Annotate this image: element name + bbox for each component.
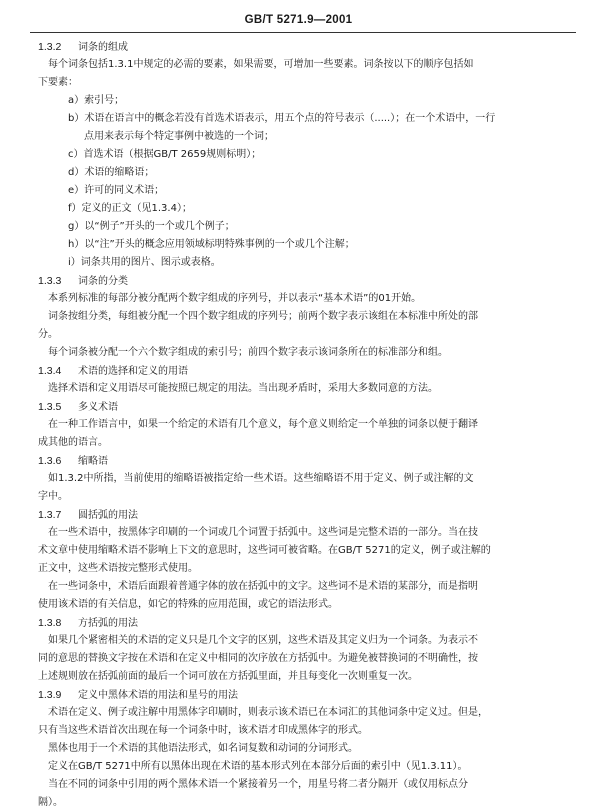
section-title: 词条的组成 — [78, 42, 128, 53]
section-number: 1.3.7 — [38, 509, 62, 521]
list-item-line: i）词条共用的图片、图示或表格。 — [68, 257, 221, 268]
section-title: 圆括弧的用法 — [78, 510, 138, 521]
list-item-line: e）许可的同义术语； — [68, 185, 165, 196]
section-number: 1.3.5 — [38, 401, 62, 413]
paragraph-line: 选择术语和定义用语尽可能按照已规定的用法。当出现矛盾时，采用大多数同意的方法。 — [48, 383, 438, 394]
section-number: 1.3.6 — [38, 455, 62, 467]
paragraph-line: 如果几个紧密相关的术语的定义只是几个文字的区别，这些术语及其定义归为一个词条。为表示不 — [48, 635, 478, 646]
paragraph-line: 术文章中使用缩略术语不影响上下文的意思时，这些词可被省略。在GB/T 5271的定义，例子或注解的 — [38, 545, 491, 556]
section-number: 1.3.3 — [38, 275, 62, 287]
list-item-line: c）首选术语（根据GB/T 2659规则标明）； — [68, 149, 262, 160]
header-rule — [30, 32, 576, 33]
section-heading — [38, 506, 573, 524]
section-heading — [38, 38, 573, 56]
section-heading — [38, 398, 573, 416]
list-item-line: h）以“注”开头的概念应用领域标明特殊事例的一个或几个注解； — [68, 239, 355, 250]
section-heading — [38, 686, 573, 704]
paragraph-line: 当在不同的词条中引用的两个黑体术语一个紧接着另一个，用星号将二者分隔开（或仅用标点分 — [48, 779, 468, 790]
paragraph-line: 成其他的语言。 — [38, 437, 108, 448]
paragraph-line: 黑体也用于一个术语的其他语法形式，如名词复数和动词的分词形式。 — [48, 743, 358, 754]
list-item-line: d）术语的缩略语； — [68, 167, 155, 178]
section-heading — [38, 362, 573, 380]
paragraph-line: 只有当这些术语首次出现在每一个词条中时，该术语才印成黑体字的形式。 — [38, 725, 368, 736]
paragraph-line: 上述规则放在括弧前面的最后一个词可放在方括弧里面，并且每变化一次则重复一次。 — [38, 671, 418, 682]
paragraph-line: 定义在GB/T 5271中所有以黑体出现在术语的基本形式列在本部分后面的索引中（见1.3.11）。 — [48, 761, 468, 772]
paragraph-line: 分。 — [38, 329, 58, 340]
paragraph-line: 本系列标准的每部分被分配两个数字组成的序列号，并以表示“基本术语”的01开始。 — [48, 293, 422, 304]
section-title: 词条的分类 — [78, 276, 128, 287]
paragraph-line: 词条按组分类，每组被分配一个四个数字组成的序列号；前两个数字表示该组在本标准中所处的部 — [48, 311, 478, 322]
paragraph-line: 术语在定义、例子或注解中用黑体字印刷时，则表示该术语已在本词汇的其他词条中定义过。但是， — [48, 707, 488, 718]
section-number: 1.3.2 — [38, 41, 62, 53]
page-header: GB/T 5271.9—2001 — [244, 14, 353, 26]
paragraph-line: 下要素： — [38, 77, 78, 88]
section-number: 1.3.9 — [38, 689, 62, 701]
paragraph-line: 字中。 — [38, 491, 68, 502]
section-heading — [38, 272, 573, 290]
list-item-line: f）定义的正文（见1.3.4）； — [68, 203, 192, 214]
section-title: 定义中黑体术语的用法和星号的用法 — [78, 690, 238, 701]
paragraph-line: 隔）。 — [38, 797, 63, 808]
paragraph-line: 在一些术语中，按黑体字印刷的一个词或几个词置于括弧中。这些词是完整术语的一部分。当在技 — [48, 527, 478, 538]
section-title: 术语的选择和定义的用语 — [78, 366, 188, 377]
list-item-line: g）以“例子”开头的一个或几个例子； — [68, 221, 235, 232]
list-item-line: b）术语在语言中的概念若没有首选术语表示，用五个点的符号表示（.....）；在一个术语中，一行 — [68, 113, 496, 124]
document-body — [38, 38, 573, 812]
section-title: 缩略语 — [78, 456, 108, 467]
list-item-line: a）索引号； — [68, 95, 125, 106]
section-number: 1.3.4 — [38, 365, 62, 377]
section-title: 方括弧的用法 — [78, 618, 138, 629]
paragraph-line: 如1.3.2中所指，当前使用的缩略语被指定给一些术语。这些缩略语不用于定义、例子或注解的文 — [48, 473, 474, 484]
section-title: 多义术语 — [78, 402, 118, 413]
paragraph-line: 使用该术语的有关信息，如它的特殊的应用范围，或它的语法形式。 — [38, 599, 338, 610]
paragraph-line: 同的意思的替换文字按在术语和在定义中相同的次序放在方括弧中。为避免被替换词的不明确性，按 — [38, 653, 478, 664]
section-heading — [38, 614, 573, 632]
paragraph-line: 在一种工作语言中，如果一个给定的术语有几个意义，每个意义则给定一个单独的词条以便于翻译 — [48, 419, 478, 430]
paragraph-line: 每个词条包括1.3.1中规定的必需的要素，如果需要，可增加一些要素。词条按以下的顺序包括如 — [48, 59, 474, 70]
section-heading — [38, 452, 573, 470]
paragraph-line: 在一些词条中，术语后面跟着普通字体的放在括弧中的文字。这些词不是术语的某部分，而是指明 — [48, 581, 478, 592]
section-number: 1.3.8 — [38, 617, 62, 629]
list-item-line: 点用来表示每个特定事例中被选的一个词； — [84, 131, 274, 142]
paragraph-line: 正文中，这些术语按完整形式使用。 — [38, 563, 198, 574]
paragraph-line: 每个词条被分配一个六个数字组成的索引号；前四个数字表示该词条所在的标准部分和组。 — [48, 347, 448, 358]
